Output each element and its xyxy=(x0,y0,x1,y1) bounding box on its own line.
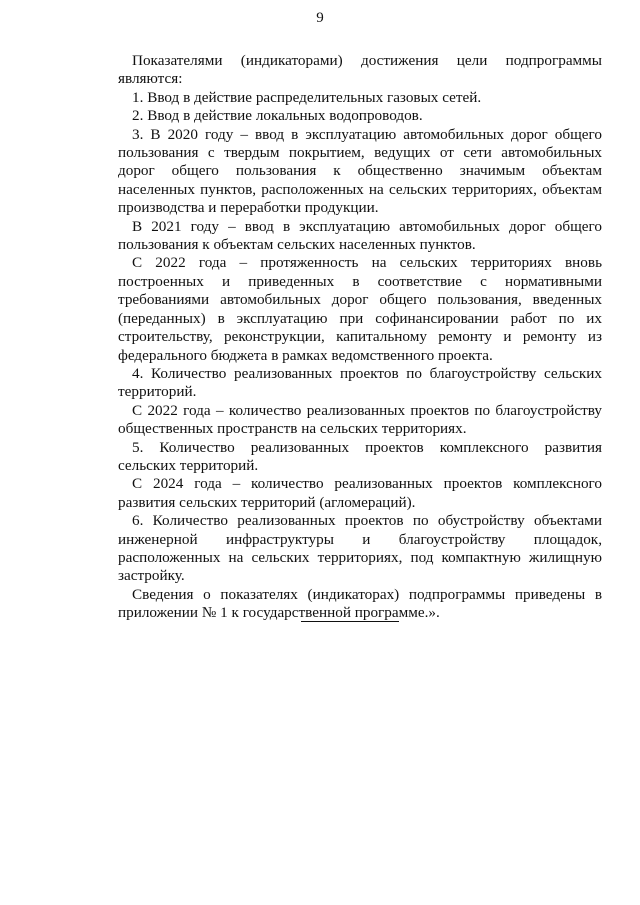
document-body xyxy=(118,52,602,623)
paragraph-indicator-4-2022: С 2022 года – количество реализованных проектов по благоустройству общественных пространств на сельских территориях. xyxy=(118,401,602,438)
paragraph-indicator-5: 5. Количество реализованных проектов комплексного развития сельских территорий. xyxy=(118,438,602,474)
page-number: 9 xyxy=(316,10,324,26)
paragraph-closing: Сведения о показателях (индикаторах) подпрограммы приведены в приложении № 1 к государственной программе.». xyxy=(118,585,602,622)
paragraph-indicator-3-2021: В 2021 году – ввод в эксплуатацию автомобильных дорог общего пользования к объектам сельских населенных пунктов. xyxy=(118,217,602,254)
end-separator-line xyxy=(301,621,399,622)
paragraph-indicator-6: 6. Количество реализованных проектов по обустройству объектами инженерной инфраструктуры и благоустройству площадок, расположенных на сельских территориях, под компактную жилищную застройку. xyxy=(118,512,602,585)
paragraph-indicator-4: 4. Количество реализованных проектов по благоустройству сельских территорий. xyxy=(118,364,602,401)
paragraph-indicator-1: 1. Ввод в действие распределительных газовых сетей. xyxy=(132,88,482,106)
paragraph-indicator-3: 3. В 2020 году – ввод в эксплуатацию автомобильных дорог общего пользования с твердым покрытием, ведущих от сети автомобильных дорог общего пользования к общественно значимым объектам населенных пунктов, расположенных на сельских территориях, объектам производства и переработки продукции. xyxy=(118,125,602,217)
paragraph-indicator-3-2022: С 2022 года – протяженность на сельских территориях вновь построенных и приведенных в соответствие с нормативными требованиями автомобильных дорог общего пользования, введенных (переданных) в эксплуатацию при софинансировании работ по их строительству, реконструкции, капитальному ремонту и ремонту из федерального бюджета в рамках ведомственного проекта. xyxy=(118,254,602,364)
paragraph-indicator-5-2024: С 2024 года – количество реализованных проектов комплексного развития сельских территорий (агломераций). xyxy=(118,475,602,511)
paragraph-indicator-2: 2. Ввод в действие локальных водопроводов. xyxy=(132,107,423,125)
paragraph-intro: Показателями (индикаторами) достижения цели подпрограммы являются: xyxy=(118,52,602,88)
